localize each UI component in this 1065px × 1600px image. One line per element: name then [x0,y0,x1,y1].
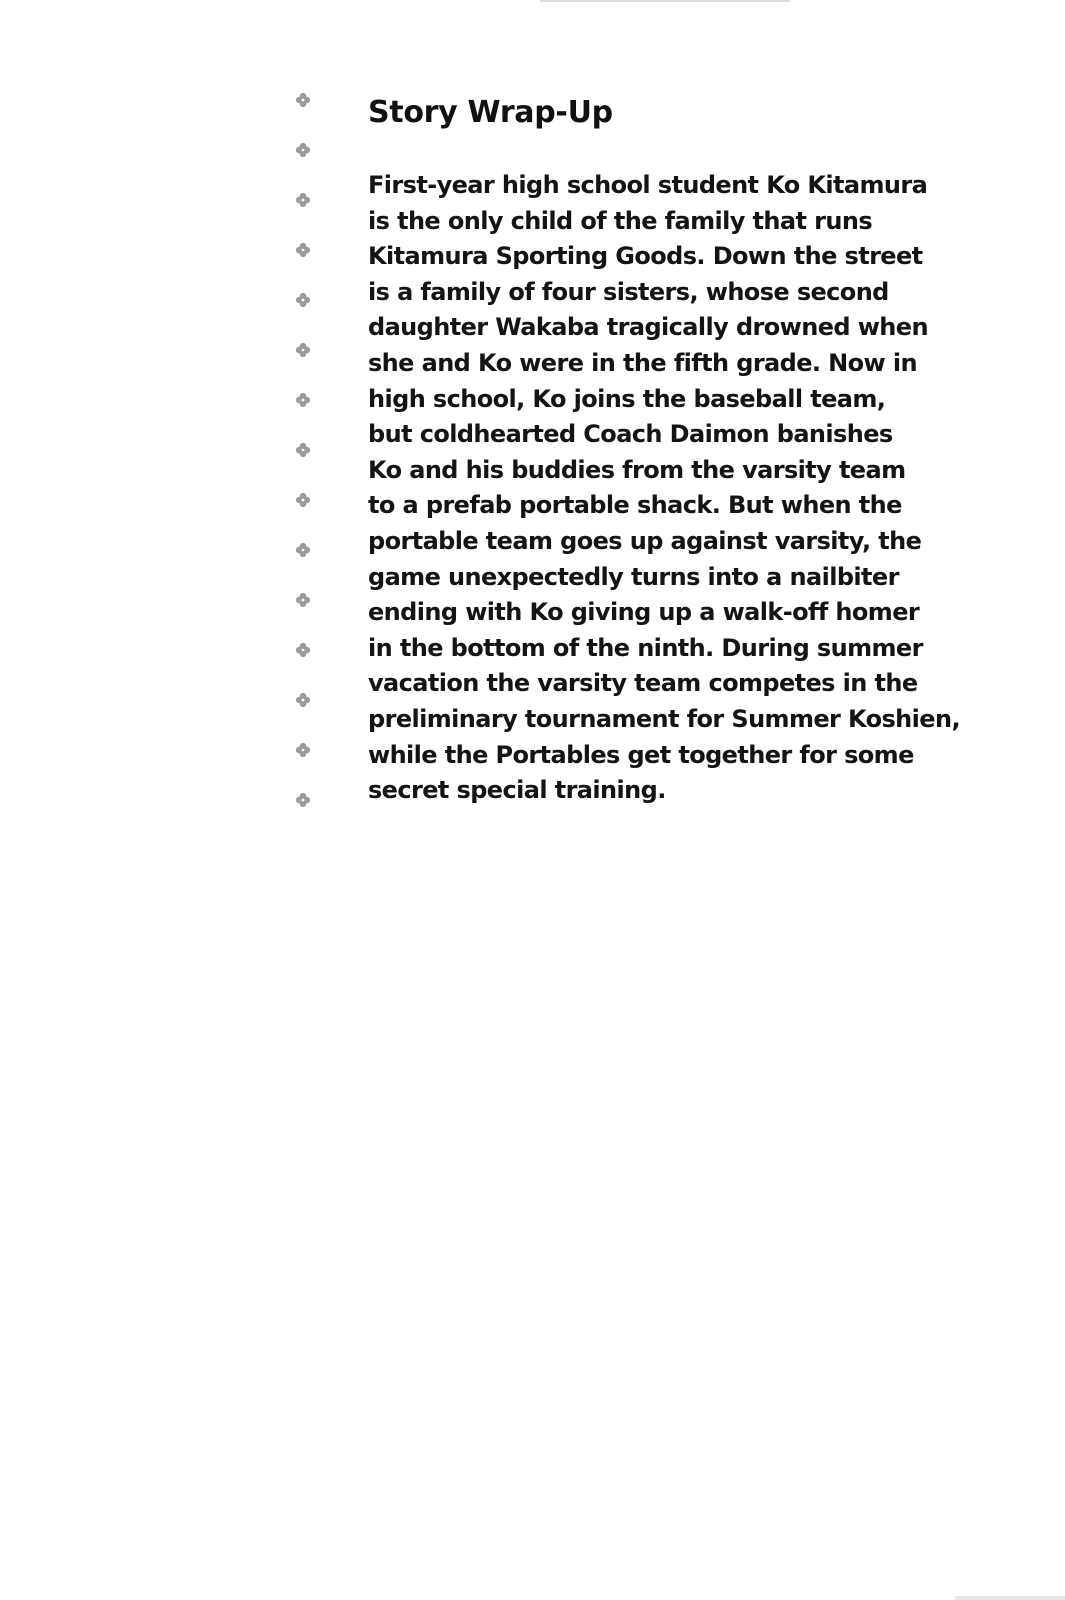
clover-icon [295,792,313,810]
clover-icon [295,542,313,560]
summary-line: Ko and his buddies from the varsity team [368,455,906,484]
scan-edge-top [540,0,790,2]
clover-icon [295,142,313,160]
summary-line: high school, Ko joins the baseball team, [368,384,886,413]
summary-line: daughter Wakaba tragically drowned when [368,313,928,342]
clover-icon [295,642,313,660]
summary-line: she and Ko were in the fifth grade. Now in [368,348,917,377]
summary-line: portable team goes up against varsity, the [368,526,922,555]
summary-line: while the Portables get together for some [368,740,914,769]
clover-icon [295,292,313,310]
summary-line: but coldhearted Coach Daimon banishes [368,420,893,449]
page-title: Story Wrap-Up [368,95,613,130]
clover-icon [295,442,313,460]
summary-line: in the bottom of the ninth. During summer [368,633,923,662]
summary-line: ending with Ko giving up a walk-off homer [368,598,920,627]
clover-icon [295,392,313,410]
clover-icon [295,92,313,110]
summary-line: preliminary tournament for Summer Koshien, [368,704,960,733]
clover-icon [295,492,313,510]
summary-line: Kitamura Sporting Goods. Down the street [368,242,923,271]
clover-icon [295,342,313,360]
story-wrap-up [368,92,968,809]
summary-line: is the only child of the family that runs [368,206,873,235]
clover-icon [295,592,313,610]
summary-line: First-year high school student Ko Kitamura [368,171,928,199]
summary-line: vacation the varsity team competes in the [368,669,918,698]
clover-icon [295,242,313,260]
clover-icon [295,192,313,210]
story-summary [368,168,968,809]
summary-line: is a family of four sisters, whose second [368,277,889,306]
clover-icon [295,742,313,760]
summary-line: game unexpectedly turns into a nailbiter [368,562,899,591]
summary-line: to a prefab portable shack. But when the [368,491,902,520]
clover-icon [295,692,313,710]
summary-line: secret special training. [368,776,666,805]
scan-edge-bottom [955,1596,1065,1600]
